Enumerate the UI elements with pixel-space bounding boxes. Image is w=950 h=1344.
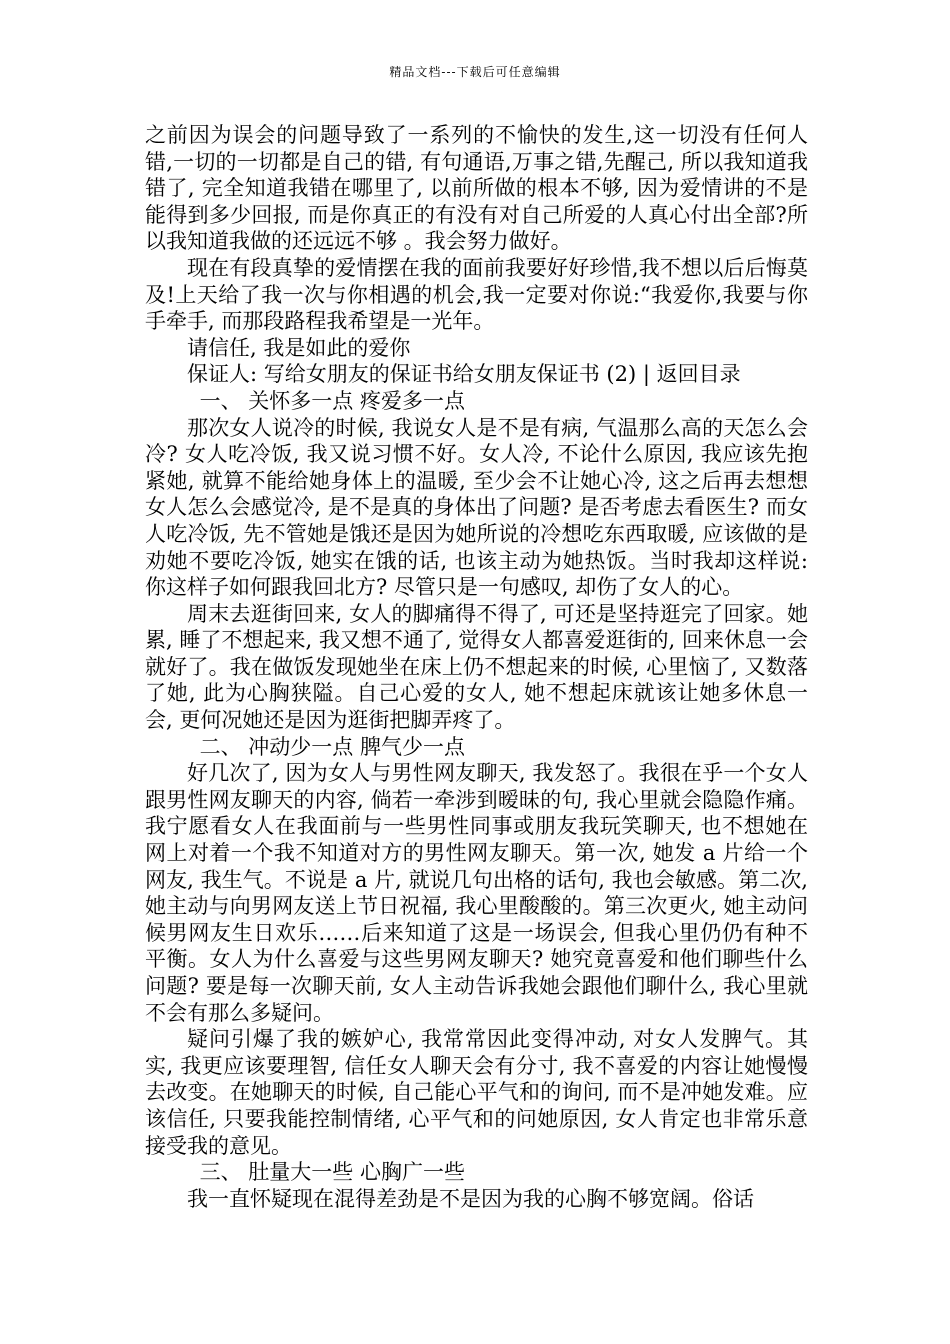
section-heading: 二、 冲动少一点 脾气少一点 [199,734,465,759]
paragraph: 疑问引爆了我的嫉妒心, 我常常因此变得冲动, 对女人发脾气。其实, 我更应该要理智, 信任女人聊天会有分寸, 我不喜爱的内容让她慢慢去改变。在她聊天的时候, 自己能心平气和的询问, 而不是冲她发难。应该信任, 只要我能控制情绪, 心平气和的问她原因, 女人肯定也非常乐意接受我的意见。 [145,1027,808,1158]
paragraph: 好几次了, 因为女人与男性网友聊天, 我发怒了。我很在乎一个女人跟男性网友聊天的内容, 倘若一牵涉到暧昧的句, 我心里就会隐隐作痛。我宁愿看女人在我面前与一些男性同事或朋友我玩笑聊天, 也不想她在网上对着一个我不知道对方的男性网友聊天。第一次, 她发 a 片给一个网友, 我生气。不说是 a 片, 就说几句出格的话句, 我也会敏感。第二次, 她主动与向男网友送上节日祝福, 我心里酸酸的。第三次更火, 她主动问候男网友生日欢乐……后来知道了这是一场误会, 但我心里仍仍有种不平衡。女人为什么喜爱与这些男网友聊天? 她究竟喜爱和他们聊些什么问题? 要是每一次聊天前, 女人主动告诉我她会跟他们聊什么, 我心里就不会有那么多疑问。 [145,761,808,1025]
section-heading: 三、 肚量大一些 心胸广一些 [199,1160,465,1185]
paragraph: 之前因为误会的问题导致了一系列的不愉快的发生,这一切没有任何人错,一切的一切都是自己的错, 有句通语,万事之错,先醒己, 所以我知道我错了, 完全知道我错在哪里了, 以前所做的根本不够, 因为爱情讲的不是能得到多少回报, 而是你真正的有没有对自己所爱的人真心付出全部?所以我知道我做的还远远不够 。我会努力做好。 [145,123,808,254]
paragraph: 现在有段真挚的爱情摆在我的面前我要好好珍惜,我不想以后后悔莫及!上天给了我一次与你相遇的机会,我一定要对你说:“我爱你,我要与你手牵手, 而那段路程我希望是一光年。 [145,255,808,334]
paragraph: 请信任, 我是如此的爱你 [187,335,411,360]
paragraph: 我一直怀疑现在混得差劲是不是因为我的心胸不够宽阔。俗话 [187,1186,754,1211]
section-heading: 一、 关怀多一点 疼爱多一点 [199,388,465,413]
document-body [145,122,808,1212]
paragraph-return-link[interactable]: 保证人: 写给女朋友的保证书给女朋友保证书 (2) | 返回目录 [187,362,741,387]
page-header: 精品文档---下载后可任意编辑 [389,65,561,79]
paragraph: 那次女人说冷的时候, 我说女人是不是有病, 气温那么高的天怎么会冷? 女人吃冷饭, 我又说习惯不好。女人冷, 不论什么原因, 我应该先抱紧她, 就算不能给她身体上的温暖, 至少会不让她心冷, 这之后再去想想女人怎么会感觉冷, 是不是真的身体出了问题? 是否考虑去看医生? 而女人吃冷饭, 先不管她是饿还是因为她所说的冷想吃东西取暖, 应该做的是劝她不要吃冷饭, 她实在饿的话, 也该主动为她热饭。当时我却这样说: 你这样子如何跟我回北方? 尽管只是一句感叹, 却伤了女人的心。 [145,415,808,600]
paragraph: 周末去逛街回来, 女人的脚痛得不得了, 可还是坚持逛完了回家。她累, 睡了不想起来, 我又想不通了, 觉得女人都喜爱逛街的, 回来休息一会就好了。我在做饭发现她坐在床上仍不想起来的时候, 心里恼了, 又数落了她, 此为心胸狭隘。自己心爱的女人, 她不想起床就该让她多休息一会, 更何况她还是因为逛街把脚弄疼了。 [145,601,808,733]
